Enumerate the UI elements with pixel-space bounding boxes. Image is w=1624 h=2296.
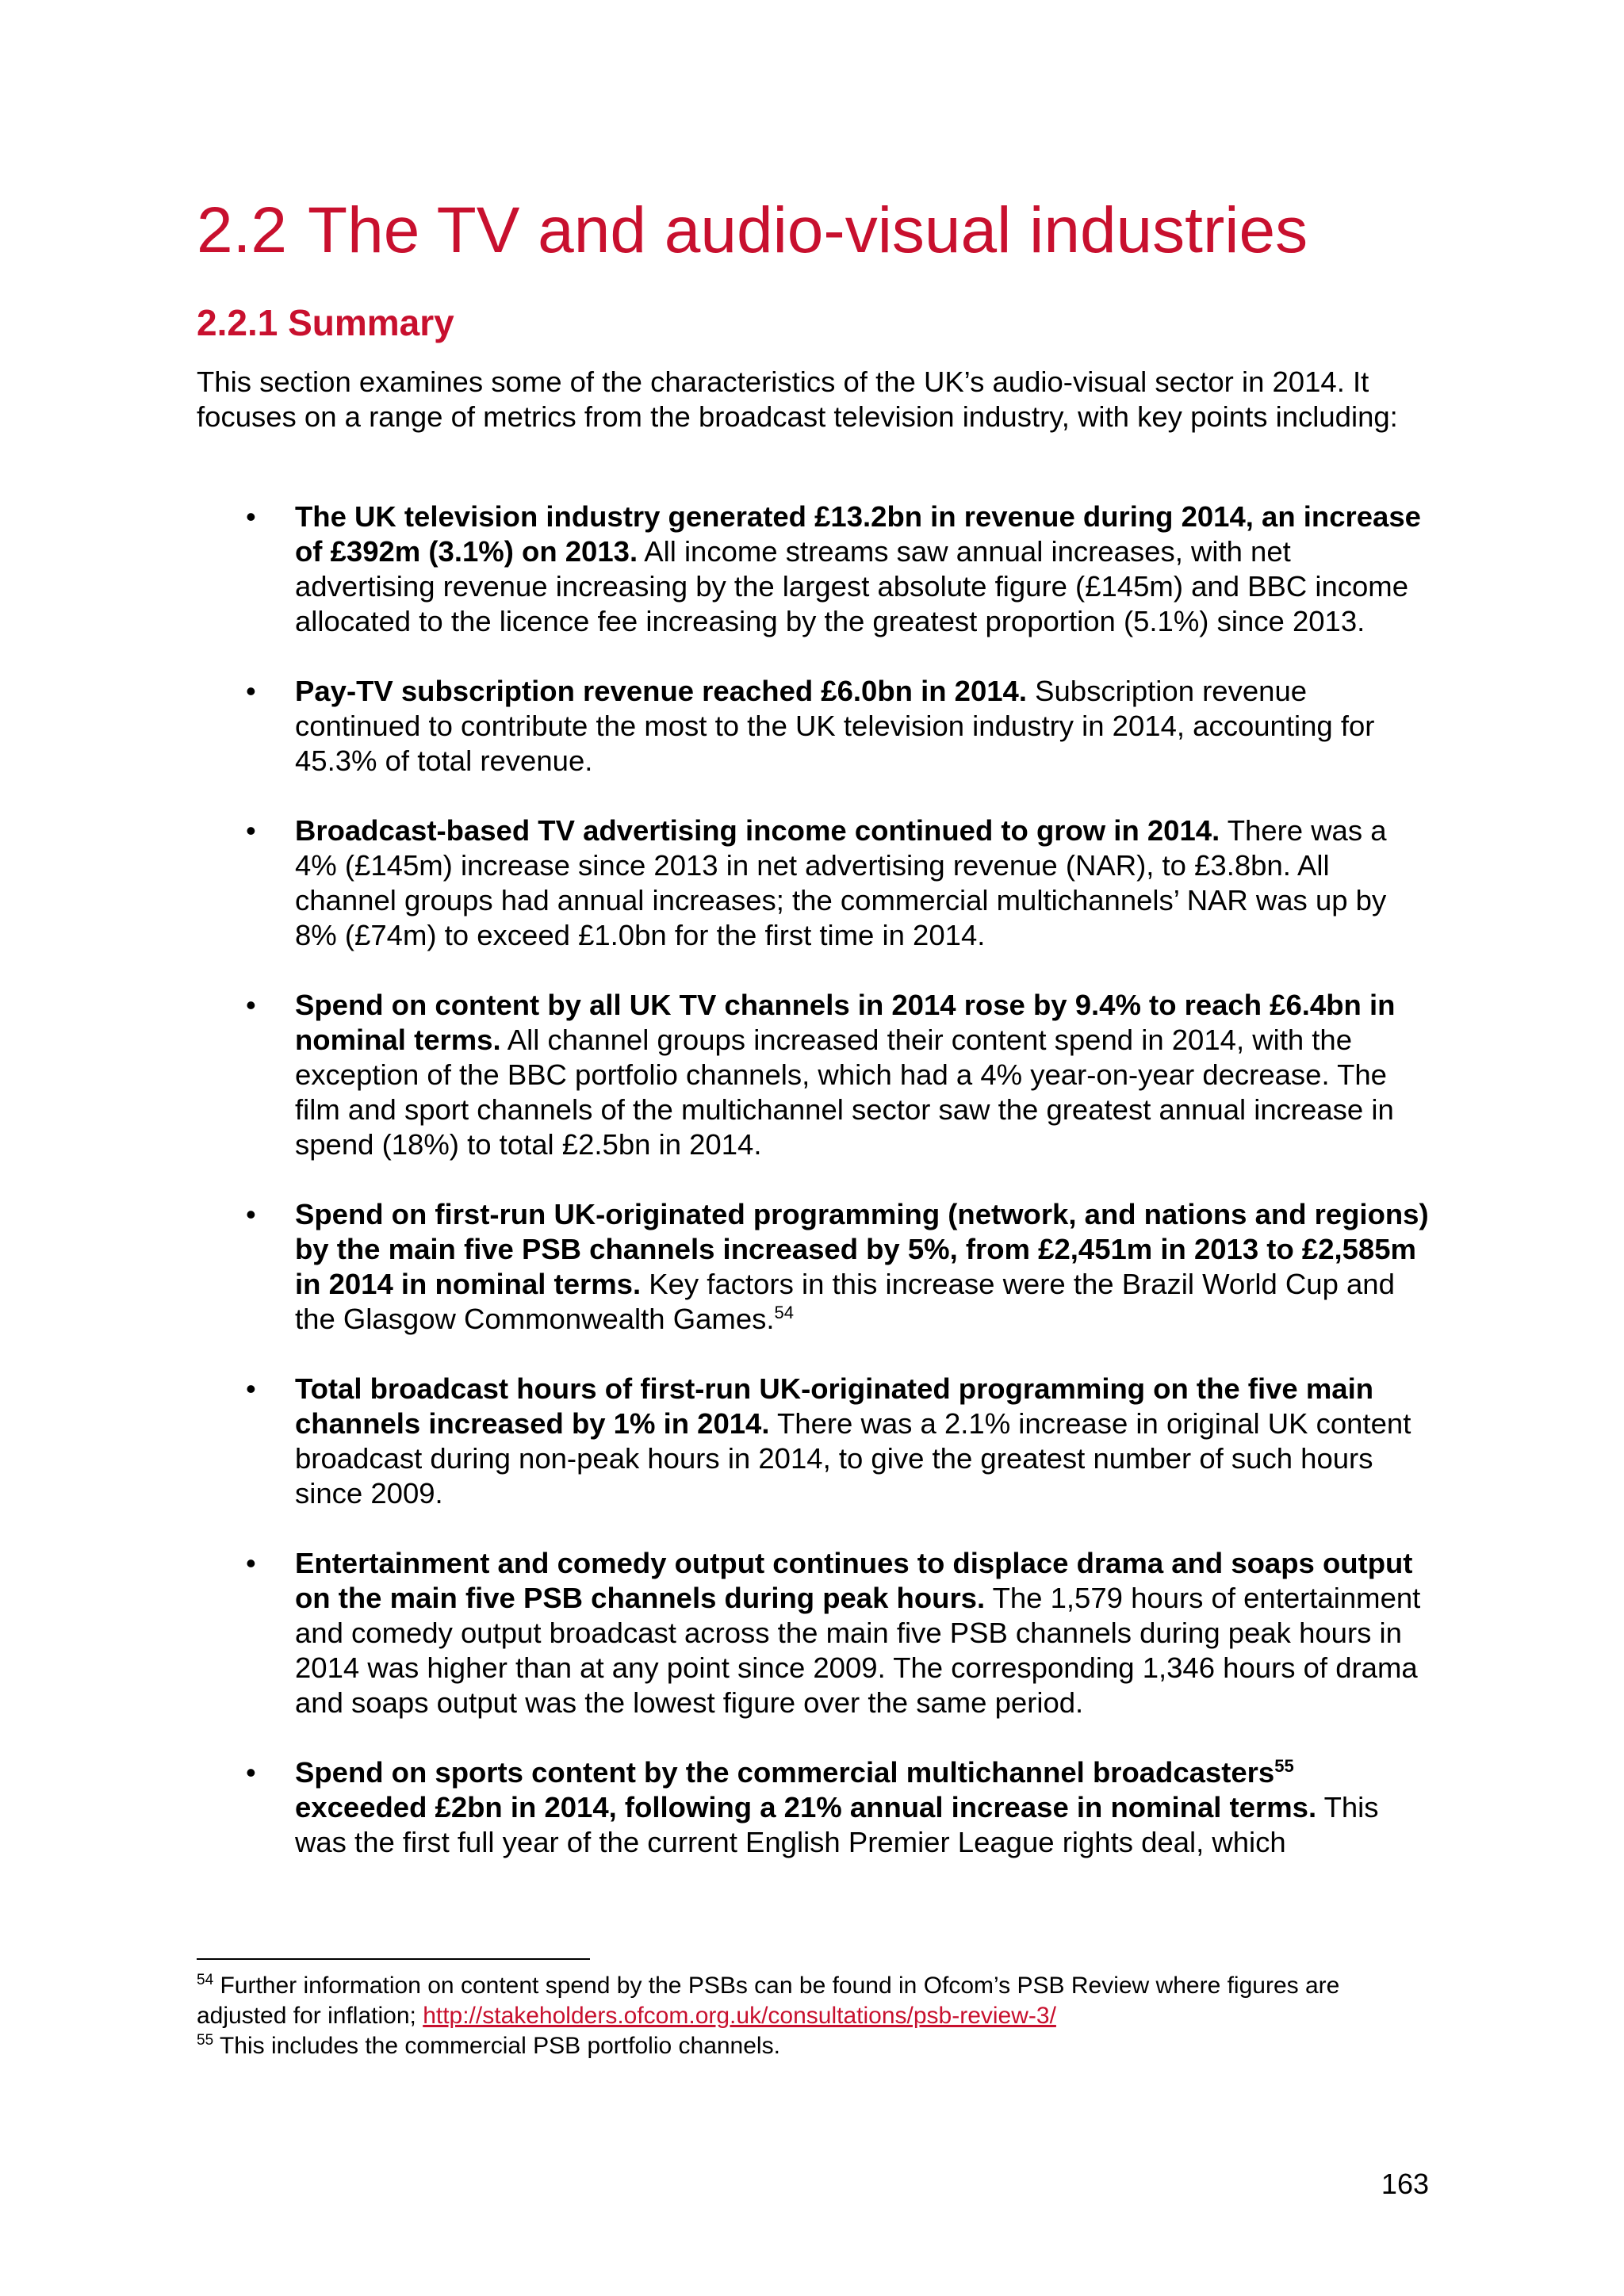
key-point (197, 988, 1434, 1162)
key-point-text: All channel groups increased their content spend in 2014, with the exception of the BBC portfolio channels, which had a 4% year-on-year decrease. The film and sport channels of the multichannel sector saw the greatest annual increase in spend (18%) to total £2.5bn in 2014. (295, 1024, 1394, 1161)
key-point (197, 1197, 1434, 1337)
key-point (197, 499, 1434, 639)
key-point (197, 1372, 1434, 1511)
page-number: 163 (1381, 2168, 1429, 2200)
key-point-text: All income streams saw annual increases, with net advertising revenue increasing by the largest absolute figure (£145m) and BBC income allocated to the licence fee increasing by the greatest proportion (5.1%) since 2013. (295, 535, 1409, 637)
key-point-lead: Entertainment and comedy output continues to displace drama and soaps output on the main five PSB channels during peak hours. (295, 1547, 1413, 1614)
footnote-number: 55 (197, 2032, 214, 2049)
bullet-icon: • (246, 1198, 256, 1230)
footnote-54 (197, 1971, 1434, 2031)
summary-heading: 2.2.1 Summary (197, 302, 454, 343)
bullet-icon: • (246, 1372, 256, 1405)
footnote-divider (197, 1958, 590, 1960)
key-point-lead: Spend on sports content by the commercial multichannel broadcasters (295, 1756, 1275, 1789)
key-point (197, 1546, 1434, 1720)
section-number: 2.2 (197, 194, 287, 266)
key-point-lead: The UK television industry generated £13.2bn in revenue during 2014, an increase of £392m (3.1%) on 2013. (295, 500, 1421, 568)
bullet-icon: • (246, 814, 256, 847)
key-point-text: There was a 4% (£145m) increase since 2013 in net advertising revenue (NAR), to £3.8bn. All channel groups had annual increases; the commercial multichannels’ NAR was up by 8% (£74m) to exceed £1.0bn for the first time in 2014. (295, 814, 1387, 951)
footnote-ref-55[interactable]: 55 (1274, 1755, 1294, 1776)
key-point (197, 813, 1434, 953)
section-heading (197, 193, 1308, 268)
key-point-text: There was a 2.1% increase in original UK content broadcast during non-peak hours in 2014, to give the greatest number of such hours since 2009. (295, 1407, 1411, 1510)
footnote-number: 54 (197, 1972, 214, 1988)
key-point (197, 674, 1434, 779)
footnotes (197, 1971, 1434, 2061)
bullet-icon: • (246, 1756, 256, 1789)
psb-review-link[interactable]: http://stakeholders.ofcom.org.uk/consultations/psb-review-3/ (423, 2003, 1056, 2029)
footnote-text: Further information on content spend by the PSBs can be found in Ofcom’s PSB Review where figures are adjusted for inflation; (197, 1973, 1340, 2029)
bullet-icon: • (246, 1547, 256, 1579)
key-point-lead-continued: exceeded £2bn in 2014, following a 21% annual increase in nominal terms. (295, 1791, 1317, 1823)
key-point-lead: Broadcast-based TV advertising income continued to grow in 2014. (295, 814, 1220, 847)
key-point-lead: Spend on first-run UK-originated programming (network, and nations and regions) by the main five PSB channels increased by 5%, from £2,451m in 2013 to £2,585m in 2014 in nominal terms. (295, 1198, 1429, 1300)
bullet-icon: • (246, 500, 256, 533)
key-point-text: Subscription revenue continued to contribute the most to the UK television industry in 2014, accounting for 45.3% of total revenue. (295, 675, 1375, 777)
key-points-list (197, 499, 1434, 1895)
bullet-icon: • (246, 989, 256, 1021)
key-point-lead: Spend on content by all UK TV channels in 2014 rose by 9.4% to reach £6.4bn in nominal terms. (295, 989, 1396, 1056)
bullet-icon: • (246, 675, 256, 707)
key-point-lead: Total broadcast hours of first-run UK-originated programming on the five main channels increased by 1% in 2014. (295, 1372, 1374, 1440)
footnote-ref-54[interactable]: 54 (774, 1302, 795, 1322)
key-point-text: Key factors in this increase were the Brazil World Cup and the Glasgow Commonwealth Games. (295, 1268, 1395, 1335)
footnote-text: This includes the commercial PSB portfolio channels. (213, 2033, 780, 2059)
key-point-text: This was the first full year of the current English Premier League rights deal, which (295, 1791, 1379, 1858)
key-point (197, 1755, 1434, 1860)
key-point-text: The 1,579 hours of entertainment and comedy output broadcast across the main five PSB channels during peak hours in 2014 was higher than at any point since 2009. The corresponding 1,346 hours of drama and soaps output was the lowest figure over the same period. (295, 1582, 1421, 1719)
footnote-55 (197, 2031, 1434, 2061)
key-point-lead: Pay-TV subscription revenue reached £6.0bn in 2014. (295, 675, 1027, 707)
section-title: The TV and audio-visual industries (308, 194, 1308, 266)
intro-paragraph: This section examines some of the characteristics of the UK’s audio-visual sector in 2014. It focuses on a range of metrics from the broadcast television industry, with key points including: (197, 365, 1398, 433)
